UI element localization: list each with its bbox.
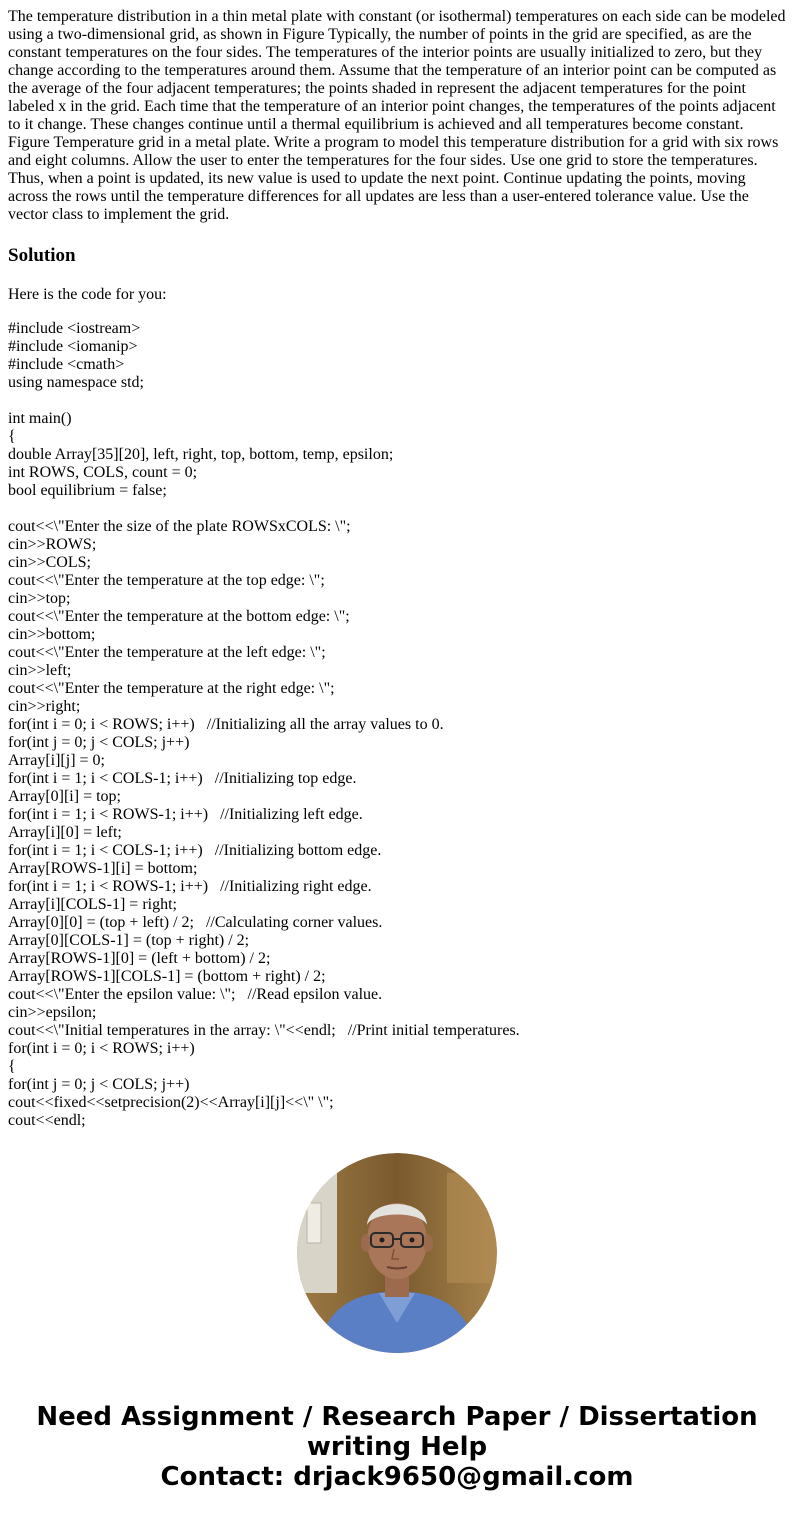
code-line: for(int i = 0; i < ROWS; i++) (8, 1040, 195, 1057)
problem-statement: The temperature distribution in a thin metal plate with constant (or isothermal) temperatures on each side can be modeled using a two-dimensional grid, as shown in Figure Typically, the number of points in the grid are specified, as are the constant temperatures on the four sides. The temperatures of the interior points are usually initialized to zero, but they change according to the temperatures around them. Assume that the temperature of an interior point can be computed as the average of the four adjacent temperatures; the points shaded in represent the adjacent temperatures for the point labeled x in the grid. Each time that the temperature of an interior point changes, the temperatures of the points adjacent to it change. These changes continue until a thermal equilibrium is achieved and all temperatures become constant. Figure Temperature grid in a metal plate. Write a program to model this temperature distribution for a grid with six rows and eight columns. Allow the user to enter the temperatures for the four sides. Use one grid to store the temperatures. Thus, when a point is updated, its new value is used to update the next point. Continue updating the points, moving across the rows until the temperature differences for all updates are less than a user-entered tolerance value. Use the vector class to implement the grid. (8, 8, 786, 223)
code-line: Array[0][COLS-1] = (top + right) / 2; (8, 932, 250, 949)
code-line: Array[0][i] = top; (8, 788, 121, 805)
code-line: cout<<\"Initial temperatures in the array: \"<<endl; //Print initial temperatures. (8, 1022, 520, 1039)
code-line: #include <cmath> (8, 356, 125, 373)
code-group-includes (8, 320, 788, 392)
code-line: cin>>right; (8, 698, 81, 715)
code-group-declarations (8, 410, 788, 500)
code-line: #include <iomanip> (8, 338, 138, 355)
code-line: Array[ROWS-1][COLS-1] = (bottom + right) / 2; (8, 968, 326, 985)
code-line: cout<<endl; (8, 1112, 86, 1129)
code-line: bool equilibrium = false; (8, 482, 167, 499)
code-line: cout<<\"Enter the temperature at the bottom edge: \"; (8, 608, 350, 625)
code-line: cout<<\"Enter the size of the plate ROWSxCOLS: \"; (8, 518, 351, 535)
code-line: cin>>epsilon; (8, 1004, 97, 1021)
code-line: Array[ROWS-1][i] = bottom; (8, 860, 198, 877)
code-listing (8, 320, 788, 1130)
code-line: for(int i = 1; i < ROWS-1; i++) //Initializing left edge. (8, 806, 363, 823)
code-line: #include <iostream> (8, 320, 141, 337)
code-line: cin>>COLS; (8, 554, 91, 571)
code-line: for(int j = 0; j < COLS; j++) (8, 734, 190, 751)
code-line: for(int i = 1; i < COLS-1; i++) //Initializing top edge. (8, 770, 357, 787)
code-line: int main() (8, 410, 72, 427)
code-gap (8, 500, 788, 518)
code-line: cin>>ROWS; (8, 536, 97, 553)
solution-heading: Solution (8, 245, 76, 266)
code-line: cin>>left; (8, 662, 72, 679)
code-line: Array[i][j] = 0; (8, 752, 105, 769)
code-line: cout<<\"Enter the temperature at the right edge: \"; (8, 680, 335, 697)
code-line: for(int i = 1; i < ROWS-1; i++) //Initializing right edge. (8, 878, 372, 895)
code-group-body (8, 518, 788, 1130)
code-line: Array[i][0] = left; (8, 824, 122, 841)
code-line: using namespace std; (8, 374, 144, 391)
code-line: cout<<fixed<<setprecision(2)<<Array[i][j]<<\" \"; (8, 1094, 334, 1111)
code-gap (8, 392, 788, 410)
code-line: { (8, 428, 16, 445)
code-line: cout<<\"Enter the epsilon value: \"; //Read epsilon value. (8, 986, 383, 1003)
code-line: cout<<\"Enter the temperature at the left edge: \"; (8, 644, 326, 661)
code-line: int ROWS, COLS, count = 0; (8, 464, 198, 481)
code-line: for(int i = 1; i < COLS-1; i++) //Initializing bottom edge. (8, 842, 382, 859)
code-line: Array[ROWS-1][0] = (left + bottom) / 2; (8, 950, 271, 967)
promo-footer (0, 1402, 794, 1492)
code-line: Array[0][0] = (top + left) / 2; //Calculating corner values. (8, 914, 383, 931)
code-line: cin>>bottom; (8, 626, 96, 643)
footer-line-1: Need Assignment / Research Paper / Dissertation (36, 1402, 758, 1432)
code-line: { (8, 1058, 16, 1075)
code-line: double Array[35][20], left, right, top, bottom, temp, epsilon; (8, 446, 394, 463)
author-portrait (297, 1153, 497, 1353)
footer-contact: Contact: drjack9650@gmail.com (160, 1462, 634, 1492)
code-line: for(int j = 0; j < COLS; j++) (8, 1076, 190, 1093)
code-line: for(int i = 0; i < ROWS; i++) //Initializing all the array values to 0. (8, 716, 444, 733)
footer-line-2: writing Help (306, 1432, 488, 1462)
code-line: cin>>top; (8, 590, 71, 607)
portrait-illustration (297, 1153, 497, 1353)
page-content (8, 8, 788, 1130)
solution-intro: Here is the code for you: (8, 286, 167, 303)
code-line: cout<<\"Enter the temperature at the top edge: \"; (8, 572, 325, 589)
code-line: Array[i][COLS-1] = right; (8, 896, 177, 913)
